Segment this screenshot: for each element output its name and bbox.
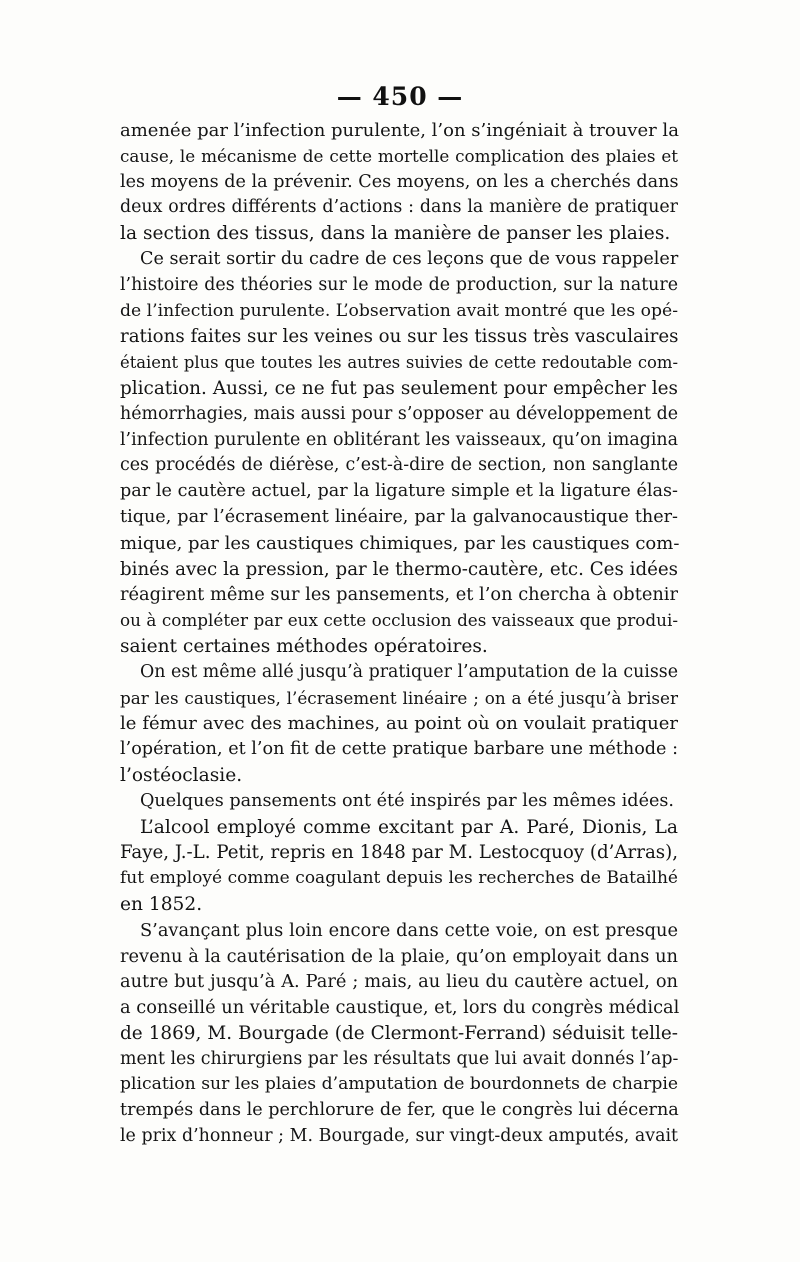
text-line: tique, par l’écrasement linéaire, par la galvanocaustique ther- (120, 506, 678, 527)
text-line: hémorrhagies, mais aussi pour s’opposer au développement de (120, 403, 678, 424)
text-line: les moyens de la prévenir. Ces moyens, on les a cherchés dans (120, 171, 679, 192)
text-line: de l’infection purulente. L’observation avait montré que les opé- (120, 300, 678, 321)
text-line: binés avec la pression, par le thermo-cautère, etc. Ces idées (120, 558, 678, 580)
text-line: On est même allé jusqu’à pratiquer l’amputation de la cuisse (140, 661, 678, 682)
text-line: Quelques pansements ont été inspirés par les mêmes idées. (140, 790, 675, 811)
text-line: ou à compléter par eux cette occlusion des vaisseaux que produi- (120, 610, 678, 631)
text-line: rations faites sur les veines ou sur les tissus très vasculaires (120, 326, 679, 348)
text-line: l’opération, et l’on fit de cette pratique barbare une méthode : (120, 739, 678, 760)
text-line: trempés dans le perchlorure de fer, que le congrès lui décerna (120, 1100, 679, 1121)
text-line: Faye, J.-L. Petit, repris en 1848 par M. Lestocquoy (d’Arras), (120, 842, 678, 864)
text-line: par le cautère actuel, par la ligature simple et la ligature élas- (120, 481, 678, 502)
text-line: de 1869, M. Bourgade (de Clermont-Ferrand) séduisit telle- (120, 1022, 678, 1044)
text-line: l’infection purulente en oblitérant les vaisseaux, qu’on imagina (120, 429, 678, 450)
text-line: fut employé comme coagulant depuis les recherches de Batailhé (120, 868, 678, 889)
text-line: en 1852. (120, 893, 203, 915)
text-line: par les caustiques, l’écrasement linéaire ; on a été jusqu’à briser (120, 687, 678, 708)
text-line: plication. Aussi, ce ne fut pas seulement pour empêcher les (120, 377, 678, 399)
page-number: — 450 — (336, 82, 464, 111)
text-line: autre but jusqu’à A. Paré ; mais, au lieu du cautère actuel, on (120, 971, 678, 993)
text-line: le prix d’honneur ; M. Bourgade, sur vingt-deux amputés, avait (120, 1126, 678, 1147)
text-line: S’avançant plus loin encore dans cette voie, on est presque (140, 919, 678, 941)
text-line: a conseillé un véritable caustique, et, lors du congrès médical (120, 997, 680, 1019)
text-line: L’alcool employé comme excitant par A. Paré, Dionis, La (140, 816, 678, 838)
text-line: le fémur avec des machines, au point où on voulait pratiquer (120, 713, 678, 735)
text-line: réagirent même sur les pansements, et l’on chercha à obtenir (120, 584, 678, 606)
text-line: l’ostéoclasie. (120, 764, 243, 786)
text-line: ces procédés de diérèse, c’est-à-dire de section, non sanglante (120, 455, 678, 476)
text-line: étaient plus que toutes les autres suivies de cette redoutable com- (120, 353, 678, 373)
text-line: l’histoire des théories sur le mode de production, sur la nature (120, 274, 678, 295)
text-line: plication sur les plaies d’amputation de bourdonnets de charpie (120, 1074, 678, 1095)
text-line: la section des tissus, dans la manière de panser les plaies. (120, 223, 671, 245)
text-line: revenu à la cautérisation de la plaie, qu’on employait dans un (120, 945, 678, 967)
text-line: mique, par les caustiques chimiques, par les caustiques com- (120, 532, 680, 554)
text-line: amenée par l’infection purulente, l’on s’ingéniait à trouver la (120, 120, 679, 141)
text-line: ment les chirurgiens par les résultats que lui avait donnés l’ap- (120, 1048, 679, 1069)
text-line: cause, le mécanisme de cette mortelle complication des plaies et (120, 145, 678, 166)
text-line: saient certaines méthodes opératoires. (120, 635, 488, 657)
text-line: deux ordres différents d’actions : dans la manière de pratiquer (120, 197, 678, 218)
text-line: Ce serait sortir du cadre de ces leçons que de vous rappeler (140, 248, 679, 269)
body-text (120, 118, 678, 1150)
